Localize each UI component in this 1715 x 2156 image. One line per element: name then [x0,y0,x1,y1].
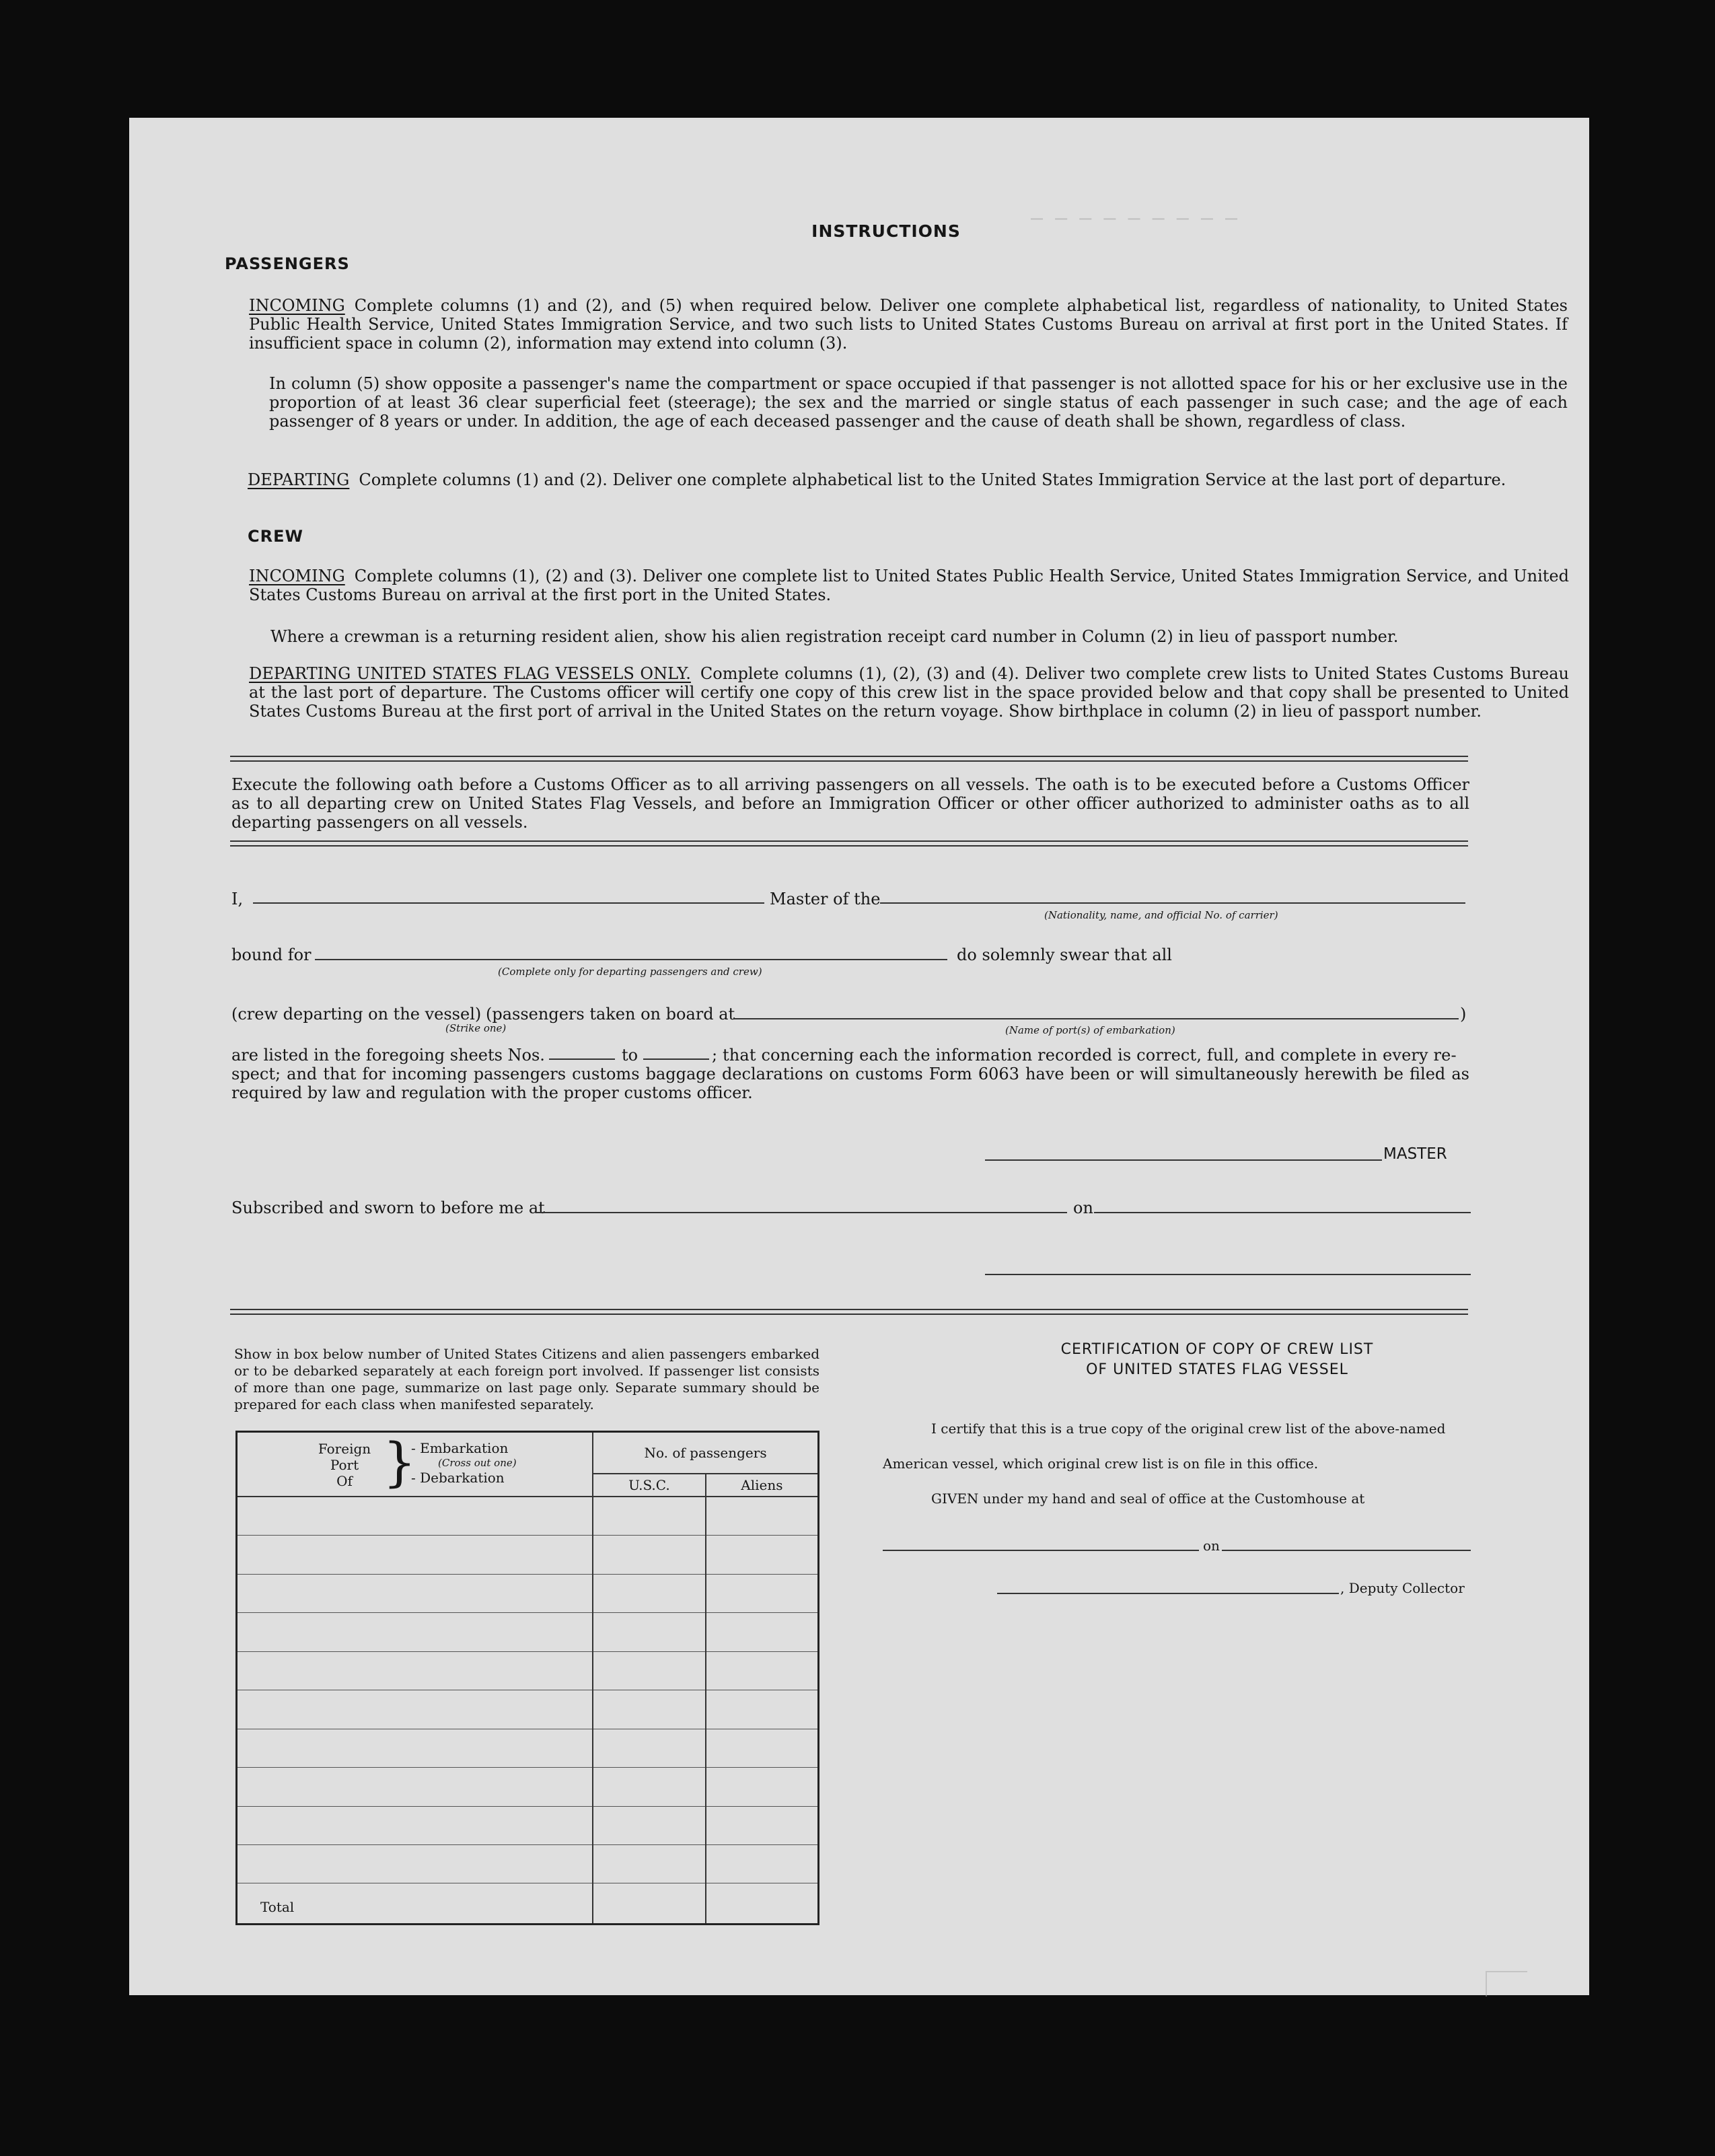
usc-total-cell[interactable] [593,1883,706,1925]
crew-incoming-label: INCOMING [249,567,345,585]
usc-cell[interactable] [593,1844,706,1883]
aliens-cell[interactable] [706,1574,819,1612]
foreign-port-label-2: Port [330,1457,359,1473]
certification-text-1: I certify that this is a true copy of the original crew list of the above-named [931,1421,1446,1437]
crew-resident-paragraph: Where a crewman is a returning resident alien, show his alien registration receipt card number in Column (2) in lieu of passport number. [270,627,1399,646]
deputy-collector-label: , Deputy Collector [1340,1580,1465,1596]
certification-date-field[interactable] [1222,1550,1471,1551]
embarkation-option[interactable]: - Embarkation [411,1440,509,1456]
debarkation-option[interactable]: - Debarkation [411,1470,505,1486]
passengers-departing-text: Complete columns (1) and (2). Deliver one complete alphabetical list to the United States Immigration Service at the last port of departure. [359,470,1506,489]
carrier-caption: (Nationality, name, and official No. of carrier) [1044,909,1278,921]
passengers-departing-label: DEPARTING [248,470,350,489]
close-paren: ) [1460,1005,1467,1023]
sheet-to-field[interactable] [643,1058,709,1060]
cross-out-caption: (Cross out one) [438,1457,517,1469]
bound-for-field[interactable] [315,959,947,960]
usc-cell[interactable] [593,1497,706,1535]
instructions-title: INSTRUCTIONS [811,221,961,241]
usc-header: U.S.C. [593,1474,706,1497]
oath-intro: Execute the following oath before a Customs Officer as to all arriving passengers on all vessels. The oath is to be executed before a Customs Officer as to all departing crew on United States Flag Vessels, and before an Immigration Officer or other officer authorized to administer oaths as to all departing passengers on all vessels. [231,775,1469,832]
port-cell[interactable] [237,1690,593,1729]
usc-cell[interactable] [593,1651,706,1690]
aliens-cell[interactable] [706,1536,819,1574]
port-cell[interactable] [237,1651,593,1690]
master-name-field[interactable] [253,902,764,904]
sworn-place-field[interactable] [536,1212,1067,1213]
corner-box [1486,1971,1527,1997]
port-cell[interactable] [237,1613,593,1651]
deputy-signature-field[interactable] [997,1593,1339,1594]
aliens-header: Aliens [706,1474,819,1497]
passengers-departing-paragraph [248,470,1568,489]
port-cell[interactable] [237,1806,593,1844]
usc-cell[interactable] [593,1536,706,1574]
crew-departing-label: DEPARTING UNITED STATES FLAG VESSELS ONLY. [249,664,691,683]
master-label: MASTER [1383,1145,1447,1163]
certification-text-2: American vessel, which original crew list is on file in this office. [883,1456,1319,1472]
aliens-cell[interactable] [706,1651,819,1690]
crew-incoming-paragraph [249,567,1569,604]
crew-departing-paragraph [249,664,1569,721]
port-cell[interactable] [237,1497,593,1535]
officer-signature-field[interactable] [985,1274,1471,1275]
aliens-cell[interactable] [706,1806,819,1844]
usc-cell[interactable] [593,1768,706,1806]
usc-cell[interactable] [593,1729,706,1767]
bound-for-caption: (Complete only for departing passengers and crew) [498,966,762,978]
port-cell[interactable] [237,1536,593,1574]
bleed-through-text: — — — — — — — — — [1031,207,1238,230]
crew-heading: CREW [248,527,303,546]
customhouse-field[interactable] [883,1550,1199,1551]
swear-label: do solemnly swear that all [957,945,1172,964]
oath-i-label: I, [231,890,244,908]
divider-double-line [230,840,1468,847]
port-cell[interactable] [237,1844,593,1883]
sworn-date-field[interactable] [1094,1212,1471,1213]
aliens-cell[interactable] [706,1497,819,1535]
brace-symbol: } [383,1433,416,1493]
passengers-column5-paragraph: In column (5) show opposite a passenger's name the compartment or space occupied if that passenger is not allotted space for his or her exclusive use in the proportion of at least 36 clear superficial feet (steerage); the sex and the married or single status of each passenger in such case; and the age of each passenger of 8 years or under. In addition, the age of each deceased passenger and the cause of death shall be shown, regardless of class. [269,374,1568,431]
aliens-total-cell[interactable] [706,1883,819,1925]
master-signature-field[interactable] [985,1159,1382,1161]
listed-text-3: spect; and that for incoming passengers customs baggage declarations on customs Form 6063 have been or will simultaneously herewith be filed as required by law and regulation with the proper customs officer. [231,1065,1469,1102]
total-label: Total [237,1883,593,1925]
sworn-on-label: on [1073,1198,1093,1217]
passengers-heading: PASSENGERS [225,254,350,273]
sheet-from-field[interactable] [549,1058,615,1060]
to-label: to [622,1046,638,1065]
usc-cell[interactable] [593,1690,706,1729]
foreign-port-label-3: Of [336,1473,353,1489]
passengers-incoming-text: Complete columns (1) and (2), and (5) when required below. Deliver one complete alphabetical list, regardless of nationality, to United States Public Health Service, United States Immigration Service, and two such lists to United States Customs Bureau on arrival at first port in the United States. If insufficient space in column (2), information may extend into column (3). [249,296,1568,353]
no-passengers-header: No. of passengers [593,1432,818,1474]
passengers-taken-option: (passengers taken on board at [486,1005,735,1023]
listed-text-1: are listed in the foregoing sheets Nos. [231,1046,545,1065]
aliens-cell[interactable] [706,1768,819,1806]
embarkation-port-field[interactable] [733,1018,1459,1019]
foreign-port-label-1: Foreign [318,1441,371,1457]
certification-title-line-2: OF UNITED STATES FLAG VESSEL [1086,1361,1348,1378]
form-page [129,118,1589,1995]
aliens-cell[interactable] [706,1729,819,1767]
passengers-incoming-label: INCOMING [249,296,345,315]
port-cell[interactable] [237,1729,593,1767]
master-of-label: Master of the [770,890,881,908]
aliens-cell[interactable] [706,1613,819,1651]
divider-double-line [230,756,1468,762]
certification-title-line-1: CERTIFICATION OF COPY OF CREW LIST [1060,1341,1374,1358]
aliens-cell[interactable] [706,1690,819,1729]
crew-incoming-text: Complete columns (1), (2) and (3). Deliver one complete list to United States Public Health Service, United States Immigration Service, and United States Customs Bureau on arrival at the first port in the United States. [249,567,1569,604]
certification-given: GIVEN under my hand and seal of office at the Customhouse at [931,1490,1365,1507]
subscribed-label: Subscribed and sworn to before me at [231,1198,545,1217]
port-cell[interactable] [237,1768,593,1806]
summary-note: Show in box below number of United States Citizens and alien passengers embarked or to be debarked separately at each foreign port involved. If passenger list consists of more than one page, summarize on last page only. Separate summary should be prepared for each class when manifested separately. [234,1346,819,1412]
passengers-incoming-paragraph [249,296,1568,353]
passenger-summary-table [235,1431,819,1925]
divider-double-line [230,1309,1468,1315]
certification-on-label: on [1203,1538,1220,1554]
port-cell[interactable] [237,1574,593,1612]
embarkation-caption: (Name of port(s) of embarkation) [1005,1024,1175,1036]
carrier-field[interactable] [880,902,1465,904]
aliens-cell[interactable] [706,1844,819,1883]
certification-title [958,1340,1476,1380]
usc-cell[interactable] [593,1806,706,1844]
bound-for-label: bound for [231,945,312,964]
foreign-port-header [237,1432,593,1497]
usc-cell[interactable] [593,1574,706,1612]
crew-departing-text: Complete columns (1), (2), (3) and (4). Deliver two complete crew lists to United States Customs Bureau at the last port of departure. The Customs officer will certify one copy of this crew list in the space provided below and that copy shall be presented to United States Customs Bureau at the first port of arrival in the United States on the return voyage. Show birthplace in column (2) in lieu of passport number. [249,664,1569,721]
strike-caption: (Strike one) [445,1022,507,1034]
usc-cell[interactable] [593,1613,706,1651]
crew-departing-option: (crew departing on the vessel) [231,1005,482,1023]
listed-text-2: ; that concerning each the information recorded is correct, full, and complete in every re- [712,1046,1457,1065]
